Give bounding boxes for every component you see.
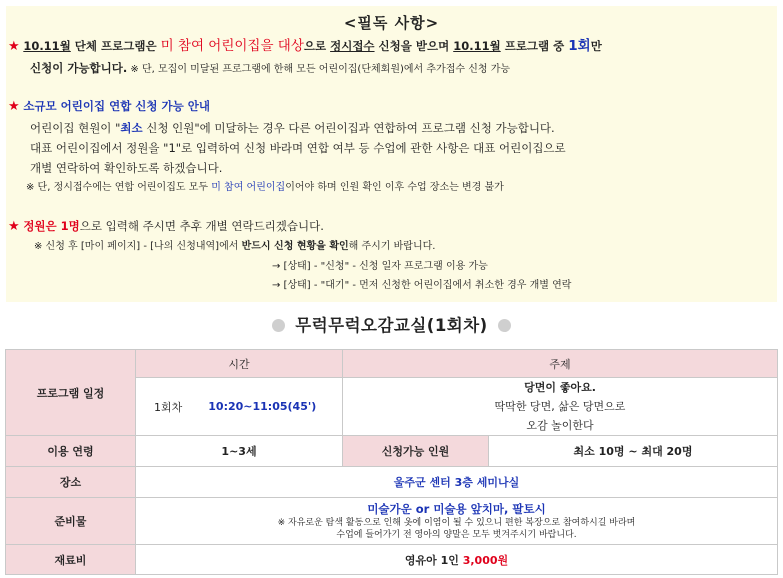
notice-item-2-line1: 어린이집 현원이 "최소 신청 인원"에 미달하는 경우 다른 어린이집과 연합하여 프로그램 신청 가능합니다. [30, 121, 555, 135]
age-label: 이용 연령 [6, 436, 136, 467]
table-row [6, 436, 778, 467]
table-row [6, 350, 778, 378]
notice-item-1-line2: 신청이 가능합니다. ※ 단, 모집이 미달된 프로그램에 한해 모든 어린이집(단체회원)에서 추가접수 신청 가능 [30, 61, 511, 75]
notice-item-3-line2: ※ 신청 후 [마이 페이지] - [나의 신청내역]에서 반드시 신청 현황을 확인해 주시기 바랍니다. [34, 241, 436, 252]
notice-item-2-line2: 대표 어린이집에서 정원을 "1"로 입력하여 신청 바라며 연합 여부 등 수업에 관한 사항은 대표 어린이집으로 [30, 141, 566, 155]
place-value: 울주군 센터 3층 세미나실 [136, 467, 778, 498]
notice-item-2-note: ※ 단, 정시접수에는 연합 어린이집도 모두 미 참여 어린이집이어야 하며 인원 확인 이후 수업 장소는 변경 불가 [26, 182, 504, 193]
capacity-value: 최소 10명 ~ 최대 20명 [489, 436, 778, 467]
notice-item-3-line3: → [상태] - "신청" - 신청 일자 프로그램 이용 가능 [272, 261, 488, 272]
age-value: 1~3세 [136, 436, 343, 467]
fee-label: 재료비 [6, 545, 136, 575]
place-label: 장소 [6, 467, 136, 498]
notice-item-2-line3: 개별 연락하여 확인하도록 하겠습니다. [30, 161, 223, 175]
notice-item-3-line4: → [상태] - "대기" - 먼저 신청한 어린이집에서 취소한 경우 개별 연락 [272, 280, 572, 291]
supplies-label: 준비물 [6, 498, 136, 545]
bullet-circle-icon [498, 319, 511, 332]
table-row [6, 467, 778, 498]
star-icon: ★ [8, 219, 20, 234]
table-row [6, 498, 778, 545]
table-row [6, 545, 778, 575]
notice-item-2-heading: ★ 소규모 어린이집 연합 신청 가능 안내 [8, 99, 210, 114]
time-header: 시간 [136, 350, 343, 378]
star-icon: ★ [8, 99, 20, 114]
star-icon: ★ [8, 39, 20, 54]
supplies-cell [136, 498, 778, 545]
notice-box [6, 6, 777, 302]
fee-amount: 3,000원 [462, 553, 509, 567]
supplies-main: 미술가운 or 미술용 앞치마, 팔토시 [367, 502, 546, 516]
session-number: 1회차 [154, 400, 183, 414]
bullet-circle-icon [272, 319, 285, 332]
notice-title: <필독 사항> [343, 14, 440, 32]
supplies-note-2: 수업에 들어가기 전 영아의 양말은 모두 벗겨주시기 바랍니다. [336, 530, 577, 540]
session-time: 10:20~11:05(45') [208, 400, 317, 413]
topic-cell: 당면이 좋아요. 딱딱한 당면, 삶은 당면으로 오감 놀이한다 [343, 378, 778, 436]
schedule-label: 프로그램 일정 [6, 350, 136, 436]
session-title: 무럭무럭오감교실(1회차) [0, 312, 783, 336]
time-cell [136, 378, 343, 436]
supplies-note-1: ※ 자유로운 탐색 활동으로 인해 옷에 이염이 될 수 있으니 편한 복장으로 참여하시길 바라며 [277, 518, 636, 528]
notice-item-3: ★ 정원은 1명으로 입력해 주시면 추후 개별 연락드리겠습니다. [8, 219, 324, 234]
notice-item-1: ★ 10.11월 단체 프로그램은 미 참여 어린이집을 대상으로 정시접수 신청을 받으며 10.11월 프로그램 중 1회만 [8, 38, 602, 54]
fee-value: 영유아 1인 3,000원 [136, 545, 778, 575]
capacity-label: 신청가능 인원 [343, 436, 489, 467]
program-info-table [5, 349, 778, 575]
topic-header: 주제 [343, 350, 778, 378]
